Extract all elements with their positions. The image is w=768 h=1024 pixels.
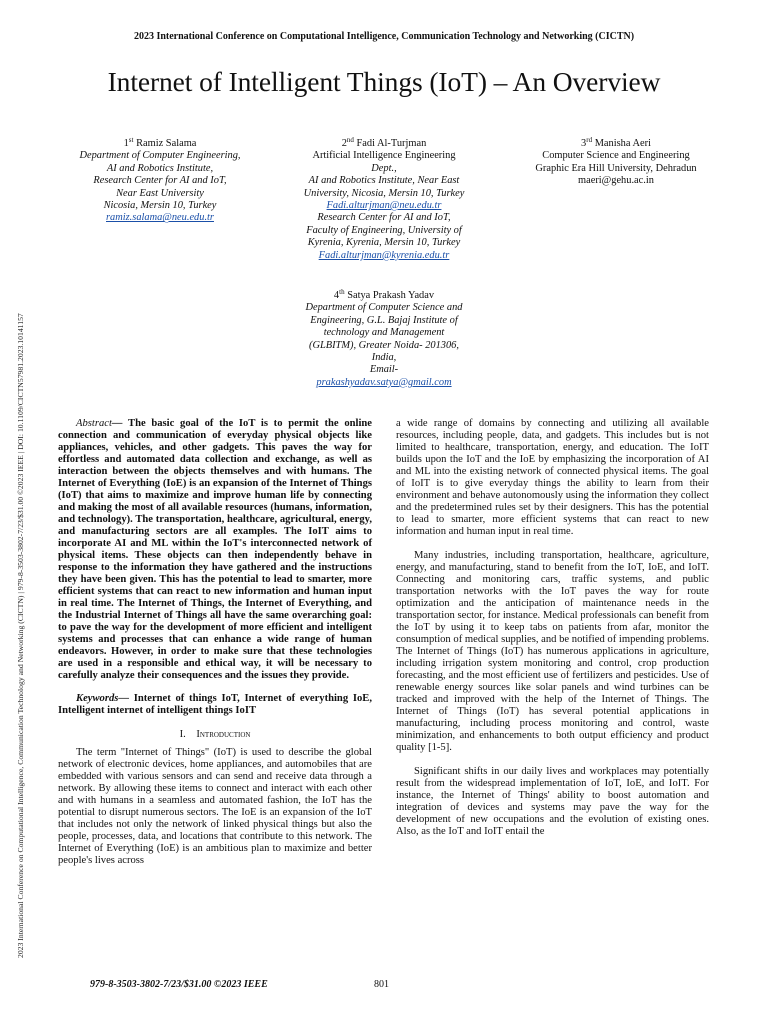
abstract-text: The basic goal of the IoT is to permit the online connection and communication of everyday physical objects like appliances, vehicles, and other gadgets. This paves the way for effortless and automated data collection and exchange, as well as interaction between the objects themselves and with humans. The Internet of Everything (IoE) is an expansion of the Internet of Things (IoT) that aims to maximize and improve human life by connecting and making the most of all available resources (humans, information, and technology). The transportation, healthcare, agricultural, energy, and manufacturing sectors are all examples. The IoIT aims to incorporate AI and ML within the IoT's interconnected network of physical items. These objects can then independently behave in response to the information they have gathered and the instructions they have been given. This has the potential to lead to smarter, more efficient systems that can react to new information and human input in real time. The Internet of Things, the Internet of Everything, and the Industrial Internet of Things all have the same overarching goal: to pave the way for the development of more efficient and intelligent systems and processes that can enhance a wide range of human endeavors. However, in order to make sure that these technologies are used in a responsible and ethical way, it will be necessary to carefully analyze their consequences and the issues they provide.	[58, 418, 372, 681]
intro-paragraph-3: Many industries, including transportation, healthcare, agriculture, energy, and manufacturing, stand to benefit from the IoT, IoE, and IoIT. Connecting and monitoring cars, traffic systems, and public transportation networks with the IoT paves the way for route optimization and the anticipation of maintenance needs in the transportation sector, for instance. Medical professionals can benefit from the IoT by using it to keep tabs on patients from afar, monitor the consumption of medical supplies, and be notified of impending problems. The Internet of Things (IoT) has numerous applications in agriculture, including irrigation system monitoring and control, crop production forecasting, and the most efficient use of fertilizers and pesticides. Use of renewable energy sources like solar panels and wind turbines can be tracked and improved with the help of the Internet of Things. The Internet of Things (IoT) has several potential applications in manufacturing, including process monitoring and control, waste minimization, and enhancements to both output efficiency and product quality [1-5].	[396, 550, 709, 753]
author-4-affil-5: India,	[371, 352, 397, 364]
author-4-affil-6: Email-	[369, 364, 399, 376]
page-number: 801	[374, 979, 389, 990]
section-number: I.	[179, 729, 186, 740]
keywords-label: Keywords	[76, 693, 119, 704]
author-1-affil-1: Department of Computer Engineering,	[79, 150, 241, 162]
abstract-dash: —	[111, 418, 123, 429]
section-title: Introduction	[196, 729, 251, 740]
author-1-affil-5: Nicosia, Mersin 10, Turkey	[103, 200, 217, 212]
conference-header: 2023 International Conference on Computational Intelligence, Communication Technology and Networking (CICTN)	[133, 31, 635, 42]
author-4-email-link[interactable]: prakashyadav.satya@gmail.com	[316, 376, 452, 388]
author-4-affil-2: Engineering, G.L. Bajaj Institute of	[310, 314, 458, 326]
author-3-name: 3rd Manisha Aeri	[581, 136, 651, 149]
abstract	[58, 418, 372, 682]
author-block-2	[264, 138, 504, 262]
author-4-name: 4th Satya Prakash Yadav	[333, 288, 435, 301]
author-2-email-link-2[interactable]: Fadi.alturjman@kyrenia.edu.tr	[318, 249, 450, 261]
author-3-email: maeri@gehu.ac.in	[578, 175, 654, 187]
author-1-affil-3: Research Center for AI and IoT,	[93, 175, 227, 187]
author-block-3	[496, 138, 736, 188]
intro-paragraph-4: Significant shifts in our daily lives and workplaces may potentially result from the widespread implementation of IoT, IoE, and IoIT. For instance, the Internet of Things' ability to boost automation and integration of devices and systems may pave the way for the development of new occupations and the evolution of existing ones. Also, as the IoT and IoIT entail the	[396, 766, 709, 837]
author-4-affil-4: (GLBITM), Greater Noida- 201306,	[309, 339, 459, 351]
author-2-affil-6: Kyrenia, Kyrenia, Mersin 10, Turkey	[307, 237, 461, 249]
section-heading	[58, 729, 372, 741]
intro-paragraph-1: The term "Internet of Things" (IoT) is used to describe the global network of electronic devices, home appliances, and automobiles that are embedded with various sensors and can send and receive data through a network. By allowing these items to connect and interact with each other and with humans in a seamless and automated fashion, the IoT has the potential to disrupt numerous sectors. The IoE is an expansion of the IoT that includes not only the network of linked physical things but also the people, processes, data, and locations that contribute to this network. The Internet of Everything (IoE) is an ambitious plan to maximize and better people's lives across	[58, 747, 372, 866]
author-1-email-link[interactable]: ramiz.salama@neu.edu.tr	[106, 212, 214, 224]
author-2-affil-2: AI and Robotics Institute, Near East	[308, 175, 460, 187]
author-4-affil-1: Department of Computer Science and	[305, 302, 463, 314]
author-2-email-link[interactable]: Fadi.alturjman@neu.edu.tr	[326, 200, 442, 212]
author-block-4	[264, 290, 504, 389]
author-2-affil-5: Faculty of Engineering, University of	[306, 224, 462, 236]
author-block-1	[40, 138, 280, 225]
right-column	[396, 418, 709, 838]
side-doi-strip: 2023 International Conference on Computational Intelligence, Communication Technology and Networking (CICTN) | 979-8-3503-3802-7/23/$31.00 ©2023 IEEE | DOI: 10.1109/CICTN57981.2023.10141157	[16, 313, 25, 958]
author-4-affil-3: technology and Management	[323, 327, 445, 339]
author-2-name: 2nd Fadi Al-Turjman	[341, 136, 427, 149]
intro-paragraph-2: a wide range of domains by connecting and utilizing all available resources, including people, data, and gadgets. This includes but is not limited to healthcare, transportation, energy, and education. The IoIT builds upon the IoT and the IoE by emphasizing the incorporation of AI and ML into the existing network of connected physical items. The goal of IoIT is to give everyday things the ability to learn from their environment and behave autonomously using the information they collect and the predetermined rules set by their designers. This has the potential to lead to smarter, more efficient systems that can react to new information and human input in real time.	[396, 418, 709, 537]
author-2-affil-1: Dept.,	[371, 162, 397, 174]
author-3-affil-1: Computer Science and Engineering	[542, 150, 690, 162]
author-1-name: 1st Ramiz Salama	[123, 136, 197, 149]
abstract-label: Abstract	[76, 418, 112, 429]
author-3-affil-2: Graphic Era Hill University, Dehradun	[535, 162, 697, 174]
author-2-dept: Artificial Intelligence Engineering	[312, 150, 456, 162]
paper-title: Internet of Intelligent Things (IoT) – An Overview	[107, 66, 661, 97]
keywords-text: — Internet of things IoT, Internet of everything IoE, Intelligent internet of intelligent things IoIT	[58, 693, 372, 716]
author-2-affil-4: Research Center for AI and IoT,	[317, 212, 451, 224]
keywords	[58, 693, 372, 717]
footer-isbn: 979-8-3503-3802-7/23/$31.00 ©2023 IEEE	[90, 979, 268, 990]
author-1-affil-2: AI and Robotics Institute,	[106, 162, 214, 174]
author-1-affil-4: Near East University	[116, 187, 204, 199]
author-2-affil-3: University, Nicosia, Mersin 10, Turkey	[303, 187, 465, 199]
left-column	[58, 418, 372, 867]
